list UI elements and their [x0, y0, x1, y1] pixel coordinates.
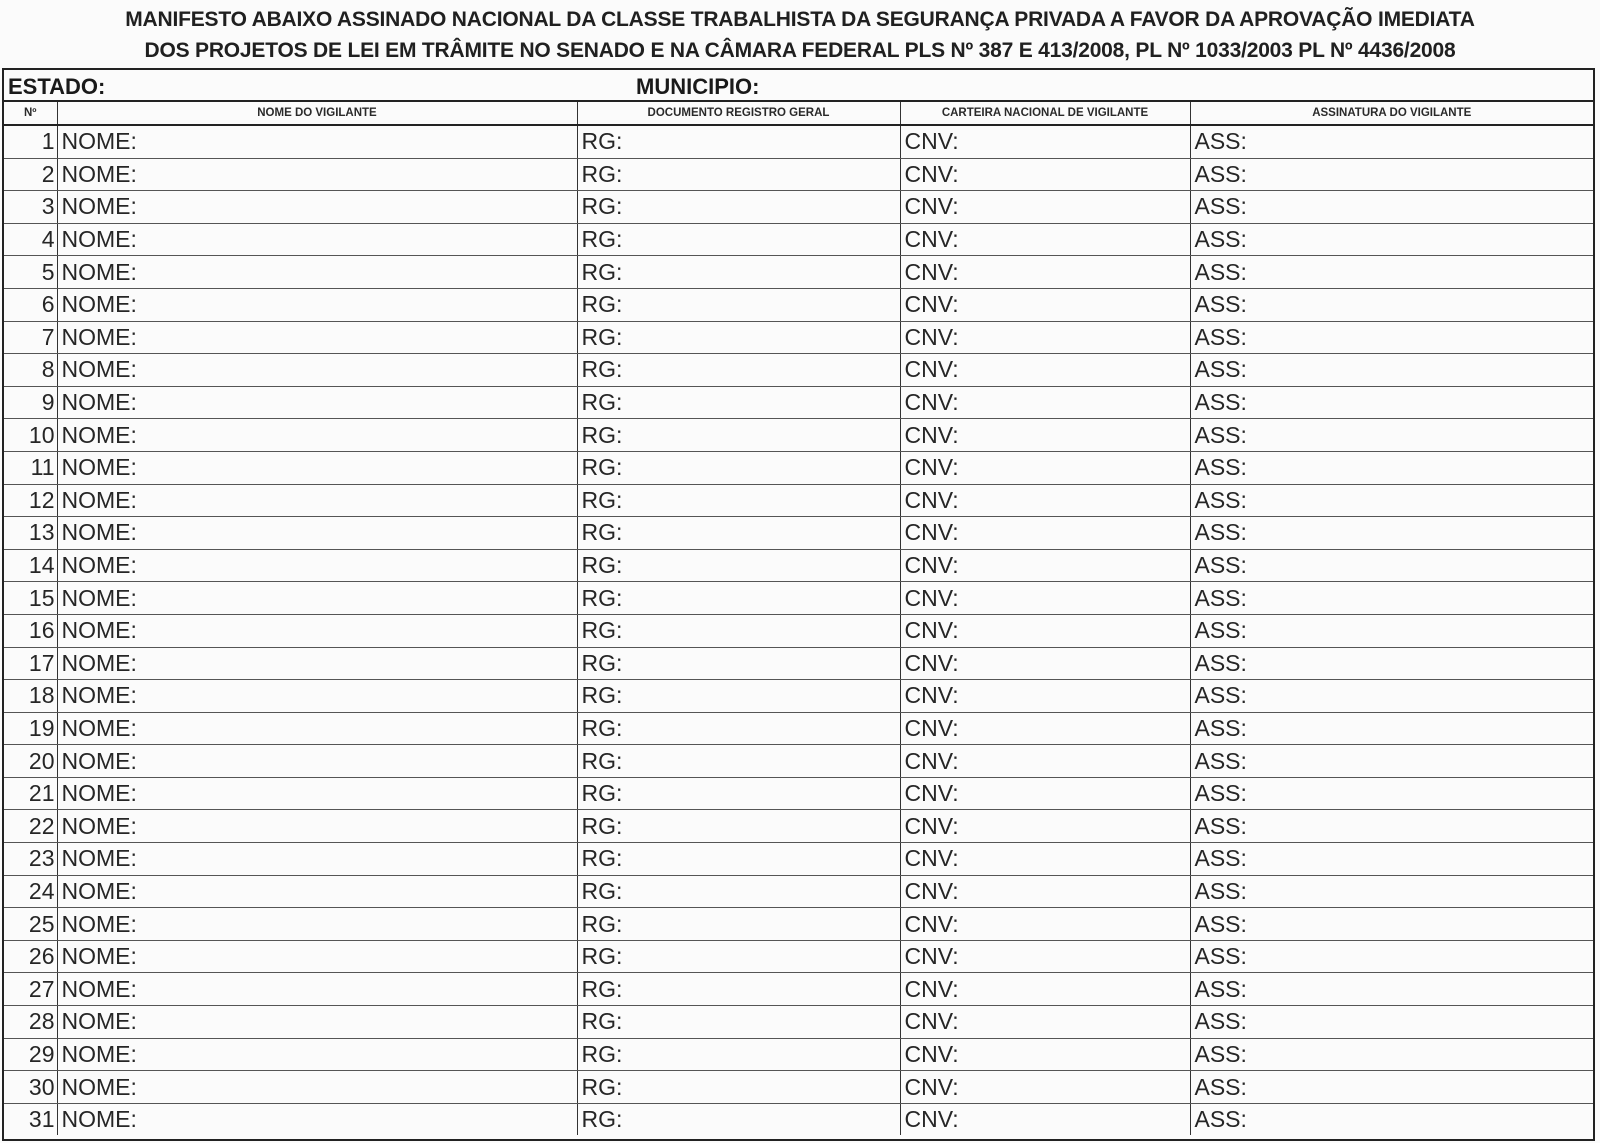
rg-field[interactable]: RG:	[577, 810, 900, 843]
table-row	[4, 940, 1593, 973]
row-number: 10	[4, 419, 57, 452]
nome-field[interactable]: NOME:	[57, 647, 577, 680]
row-number: 4	[4, 223, 57, 256]
assinatura-field[interactable]: ASS:	[1190, 712, 1593, 745]
row-number: 29	[4, 1038, 57, 1071]
nome-field[interactable]: NOME:	[57, 712, 577, 745]
assinatura-field[interactable]: ASS:	[1190, 908, 1593, 941]
row-number: 14	[4, 549, 57, 582]
rg-field[interactable]: RG:	[577, 745, 900, 778]
cnv-field[interactable]: CNV:	[900, 1103, 1190, 1135]
table-row	[4, 680, 1593, 713]
cnv-field[interactable]: CNV:	[900, 191, 1190, 224]
nome-field[interactable]: NOME:	[57, 125, 577, 158]
cnv-field[interactable]: CNV:	[900, 777, 1190, 810]
rg-field[interactable]: RG:	[577, 940, 900, 973]
cnv-field[interactable]: CNV:	[900, 875, 1190, 908]
table-row	[4, 386, 1593, 419]
municipio-label: MUNICIPIO:	[636, 74, 760, 99]
assinatura-field[interactable]: ASS:	[1190, 1071, 1593, 1104]
nome-field[interactable]: NOME:	[57, 549, 577, 582]
rg-field[interactable]: RG:	[577, 1103, 900, 1135]
table-row	[4, 745, 1593, 778]
nome-field[interactable]: NOME:	[57, 940, 577, 973]
rg-field[interactable]: RG:	[577, 777, 900, 810]
cnv-field[interactable]: CNV:	[900, 647, 1190, 680]
cnv-field[interactable]: CNV:	[900, 386, 1190, 419]
cnv-field[interactable]: CNV:	[900, 908, 1190, 941]
row-number: 31	[4, 1103, 57, 1135]
row-number: 21	[4, 777, 57, 810]
rg-field[interactable]: RG:	[577, 1006, 900, 1039]
rg-field[interactable]: RG:	[577, 712, 900, 745]
rg-field[interactable]: RG:	[577, 158, 900, 191]
table-row	[4, 223, 1593, 256]
column-header-cnv: CARTEIRA NACIONAL DE VIGILANTE	[900, 102, 1190, 125]
table-row	[4, 1071, 1593, 1104]
nome-field[interactable]: NOME:	[57, 614, 577, 647]
cnv-field[interactable]: CNV:	[900, 1071, 1190, 1104]
table-row	[4, 354, 1593, 387]
nome-field[interactable]: NOME:	[57, 191, 577, 224]
table-row	[4, 191, 1593, 224]
table-row	[4, 777, 1593, 810]
table-row	[4, 517, 1593, 550]
rg-field[interactable]: RG:	[577, 1071, 900, 1104]
assinatura-field[interactable]: ASS:	[1190, 191, 1593, 224]
cnv-field[interactable]: CNV:	[900, 680, 1190, 713]
row-number: 23	[4, 843, 57, 876]
cnv-field[interactable]: CNV:	[900, 223, 1190, 256]
title-line-1: MANIFESTO ABAIXO ASSINADO NACIONAL DA CLASSE TRABALHISTA DA SEGURANÇA PRIVADA A FAVOR DA APROVAÇÃO IMEDIATA	[125, 8, 1475, 31]
row-number: 9	[4, 386, 57, 419]
rg-field[interactable]: RG:	[577, 647, 900, 680]
table-row	[4, 973, 1593, 1006]
nome-field[interactable]: NOME:	[57, 745, 577, 778]
row-number: 1	[4, 125, 57, 158]
table-row	[4, 1038, 1593, 1071]
table-row	[4, 582, 1593, 615]
signature-table	[4, 102, 1593, 1135]
cnv-field[interactable]: CNV:	[900, 419, 1190, 452]
nome-field[interactable]: NOME:	[57, 223, 577, 256]
nome-field[interactable]: NOME:	[57, 875, 577, 908]
form-frame	[2, 68, 1595, 1141]
row-number: 11	[4, 451, 57, 484]
cnv-field[interactable]: CNV:	[900, 321, 1190, 354]
nome-field[interactable]: NOME:	[57, 484, 577, 517]
assinatura-field[interactable]: ASS:	[1190, 549, 1593, 582]
cnv-field[interactable]: CNV:	[900, 614, 1190, 647]
cnv-field[interactable]: CNV:	[900, 745, 1190, 778]
assinatura-field[interactable]: ASS:	[1190, 158, 1593, 191]
cnv-field[interactable]: CNV:	[900, 810, 1190, 843]
nome-field[interactable]: NOME:	[57, 288, 577, 321]
assinatura-field[interactable]: ASS:	[1190, 288, 1593, 321]
nome-field[interactable]: NOME:	[57, 158, 577, 191]
rg-field[interactable]: RG:	[577, 223, 900, 256]
column-header-rg: DOCUMENTO REGISTRO GERAL	[577, 102, 900, 125]
rg-field[interactable]: RG:	[577, 680, 900, 713]
table-row	[4, 712, 1593, 745]
rg-field[interactable]: RG:	[577, 1038, 900, 1071]
cnv-field[interactable]: CNV:	[900, 256, 1190, 289]
assinatura-field[interactable]: ASS:	[1190, 777, 1593, 810]
cnv-field[interactable]: CNV:	[900, 484, 1190, 517]
table-row	[4, 875, 1593, 908]
table-row	[4, 125, 1593, 158]
nome-field[interactable]: NOME:	[57, 582, 577, 615]
rg-field[interactable]: RG:	[577, 288, 900, 321]
table-body	[4, 125, 1593, 1135]
assinatura-field[interactable]: ASS:	[1190, 810, 1593, 843]
table-row	[4, 614, 1593, 647]
row-number: 24	[4, 875, 57, 908]
assinatura-field[interactable]: ASS:	[1190, 614, 1593, 647]
table-header-row	[4, 102, 1593, 125]
row-number: 20	[4, 745, 57, 778]
cnv-field[interactable]: CNV:	[900, 1038, 1190, 1071]
assinatura-field[interactable]: ASS:	[1190, 1006, 1593, 1039]
row-number: 27	[4, 973, 57, 1006]
assinatura-field[interactable]: ASS:	[1190, 125, 1593, 158]
rg-field[interactable]: RG:	[577, 354, 900, 387]
row-number: 17	[4, 647, 57, 680]
nome-field[interactable]: NOME:	[57, 1071, 577, 1104]
rg-field[interactable]: RG:	[577, 451, 900, 484]
cnv-field[interactable]: CNV:	[900, 1006, 1190, 1039]
nome-field[interactable]: NOME:	[57, 517, 577, 550]
nome-field[interactable]: NOME:	[57, 451, 577, 484]
assinatura-field[interactable]: ASS:	[1190, 484, 1593, 517]
assinatura-field[interactable]: ASS:	[1190, 386, 1593, 419]
rg-field[interactable]: RG:	[577, 125, 900, 158]
rg-field[interactable]: RG:	[577, 256, 900, 289]
rg-field[interactable]: RG:	[577, 386, 900, 419]
nome-field[interactable]: NOME:	[57, 419, 577, 452]
rg-field[interactable]: RG:	[577, 973, 900, 1006]
rg-field[interactable]: RG:	[577, 875, 900, 908]
row-number: 2	[4, 158, 57, 191]
table-row	[4, 1103, 1593, 1135]
assinatura-field[interactable]: ASS:	[1190, 321, 1593, 354]
cnv-field[interactable]: CNV:	[900, 125, 1190, 158]
column-header-assinatura: ASSINATURA DO VIGILANTE	[1190, 102, 1593, 125]
nome-field[interactable]: NOME:	[57, 908, 577, 941]
table-row	[4, 321, 1593, 354]
nome-field[interactable]: NOME:	[57, 1103, 577, 1135]
table-row	[4, 647, 1593, 680]
assinatura-field[interactable]: ASS:	[1190, 745, 1593, 778]
nome-field[interactable]: NOME:	[57, 256, 577, 289]
rg-field[interactable]: RG:	[577, 191, 900, 224]
assinatura-field[interactable]: ASS:	[1194, 1106, 1247, 1133]
title-line-2: DOS PROJETOS DE LEI EM TRÂMITE NO SENADO E NA CÂMARA FEDERAL PLS Nº 387 E 413/2008, PL Nº 1033/2003 PL Nº 4436/2008	[144, 39, 1456, 62]
table-row	[4, 288, 1593, 321]
row-number: 25	[4, 908, 57, 941]
assinatura-field[interactable]: ASS:	[1190, 419, 1593, 452]
assinatura-field[interactable]: ASS:	[1190, 843, 1593, 876]
row-number: 13	[4, 517, 57, 550]
rg-field[interactable]: RG:	[577, 484, 900, 517]
table-row	[4, 158, 1593, 191]
row-number: 6	[4, 288, 57, 321]
nome-field[interactable]: NOME:	[57, 386, 577, 419]
cnv-field[interactable]: CNV:	[900, 712, 1190, 745]
column-header-nome: NOME DO VIGILANTE	[57, 102, 577, 125]
cnv-field[interactable]: CNV:	[900, 843, 1190, 876]
table-row	[4, 1006, 1593, 1039]
assinatura-field[interactable]: ASS:	[1190, 680, 1593, 713]
assinatura-field[interactable]: ASS:	[1190, 940, 1593, 973]
row-number: 5	[4, 256, 57, 289]
cnv-field[interactable]: CNV:	[900, 940, 1190, 973]
cnv-field[interactable]: CNV:	[900, 451, 1190, 484]
nome-field[interactable]: NOME:	[57, 973, 577, 1006]
cnv-field[interactable]: CNV:	[900, 973, 1190, 1006]
row-number: 7	[4, 321, 57, 354]
table-row	[4, 908, 1593, 941]
row-number: 18	[4, 680, 57, 713]
rg-field[interactable]: RG:	[577, 517, 900, 550]
assinatura-field[interactable]: ASS:	[1190, 354, 1593, 387]
assinatura-field[interactable]: ASS:	[1190, 451, 1593, 484]
estado-label: ESTADO:	[8, 74, 106, 99]
nome-field[interactable]: NOME:	[57, 777, 577, 810]
table-row	[4, 451, 1593, 484]
nome-field[interactable]: NOME:	[57, 843, 577, 876]
rg-field[interactable]: RG:	[577, 614, 900, 647]
row-number: 12	[4, 484, 57, 517]
assinatura-field[interactable]: ASS:	[1190, 223, 1593, 256]
row-number: 15	[4, 582, 57, 615]
rg-field[interactable]: RG:	[577, 908, 900, 941]
row-number: 16	[4, 614, 57, 647]
table-row	[4, 843, 1593, 876]
table-row	[4, 419, 1593, 452]
nome-field[interactable]: NOME:	[57, 321, 577, 354]
row-number: 30	[4, 1071, 57, 1104]
row-number: 19	[4, 712, 57, 745]
assinatura-field[interactable]: ASS:	[1190, 973, 1593, 1006]
rg-field[interactable]: RG:	[577, 419, 900, 452]
cnv-field[interactable]: CNV:	[900, 517, 1190, 550]
row-number: 3	[4, 191, 57, 224]
assinatura-field[interactable]: ASS:	[1190, 1038, 1593, 1071]
row-number: 8	[4, 354, 57, 387]
nome-field[interactable]: NOME:	[57, 1038, 577, 1071]
nome-field[interactable]: NOME:	[57, 354, 577, 387]
location-row	[4, 70, 1593, 102]
nome-field[interactable]: NOME:	[57, 810, 577, 843]
assinatura-field[interactable]: ASS:	[1190, 647, 1593, 680]
row-number: 26	[4, 940, 57, 973]
row-number: 22	[4, 810, 57, 843]
cnv-field[interactable]: CNV:	[900, 549, 1190, 582]
cnv-field[interactable]: CNV:	[900, 158, 1190, 191]
nome-field[interactable]: NOME:	[57, 1006, 577, 1039]
row-number: 28	[4, 1006, 57, 1039]
nome-field[interactable]: NOME:	[57, 680, 577, 713]
assinatura-field[interactable]: ASS:	[1190, 517, 1593, 550]
rg-field[interactable]: RG:	[577, 843, 900, 876]
assinatura-field[interactable]: ASS:	[1190, 875, 1593, 908]
cnv-field[interactable]: CNV:	[900, 354, 1190, 387]
table-row	[4, 484, 1593, 517]
rg-field[interactable]: RG:	[577, 582, 900, 615]
assinatura-field[interactable]: ASS:	[1190, 582, 1593, 615]
column-header-number: Nº	[4, 102, 57, 125]
table-row	[4, 810, 1593, 843]
assinatura-field[interactable]: ASS:	[1190, 256, 1593, 289]
table-row	[4, 256, 1593, 289]
document-title	[0, 0, 1600, 68]
rg-field[interactable]: RG:	[577, 549, 900, 582]
cnv-field[interactable]: CNV:	[900, 288, 1190, 321]
cnv-field[interactable]: CNV:	[900, 582, 1190, 615]
table-row	[4, 549, 1593, 582]
rg-field[interactable]: RG:	[577, 321, 900, 354]
